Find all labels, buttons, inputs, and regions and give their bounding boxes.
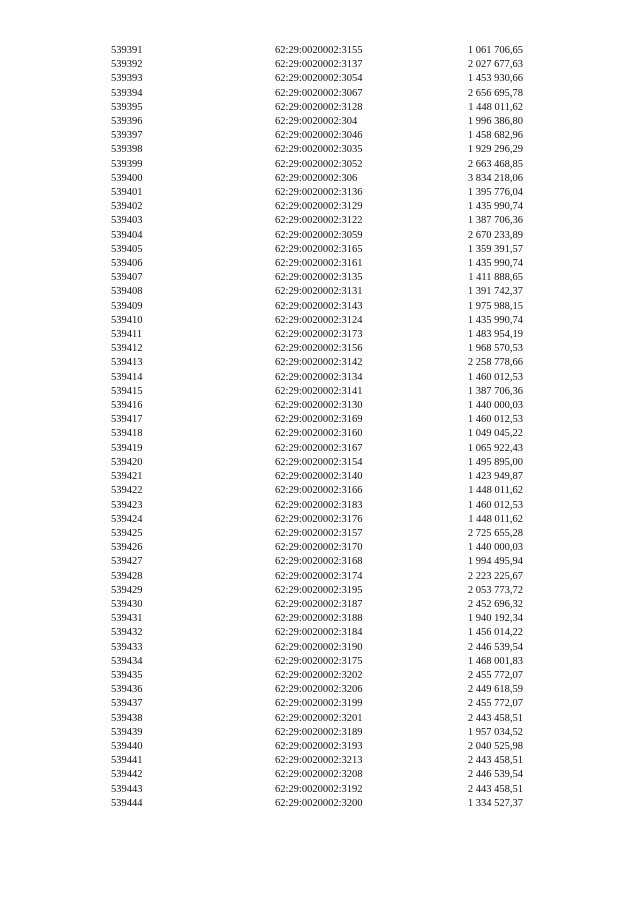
table-row <box>111 470 523 484</box>
cadastral-number: 62:29:0020002:3200 <box>275 797 363 809</box>
row-number: 539435 <box>111 669 143 681</box>
row-number: 539393 <box>111 73 143 85</box>
table-row <box>111 655 523 669</box>
table-row <box>111 399 523 413</box>
table-row <box>111 726 523 740</box>
cadastral-value: 1 049 045,22 <box>467 428 523 440</box>
row-number: 539396 <box>111 116 143 128</box>
cadastral-number: 62:29:0020002:3189 <box>275 726 363 738</box>
row-number: 539440 <box>111 740 143 752</box>
cadastral-value: 1 460 012,53 <box>467 371 523 383</box>
cadastral-number: 62:29:0020002:3054 <box>275 73 363 85</box>
cadastral-value: 2 258 778,66 <box>467 357 523 369</box>
row-number: 539438 <box>111 712 143 724</box>
cadastral-value: 1 975 988,15 <box>467 300 523 312</box>
table-row <box>111 797 523 811</box>
row-number: 539395 <box>111 101 143 113</box>
cadastral-value: 2 455 772,07 <box>467 698 523 710</box>
cadastral-value: 1 929 296,29 <box>467 144 523 156</box>
cadastral-number: 62:29:0020002:3176 <box>275 513 363 525</box>
table-row <box>111 158 523 172</box>
cadastral-number: 62:29:0020002:3052 <box>275 158 363 170</box>
row-number: 539433 <box>111 641 143 653</box>
table-row <box>111 385 523 399</box>
row-number: 539441 <box>111 755 143 767</box>
table-row <box>111 740 523 754</box>
cadastral-number: 62:29:0020002:3128 <box>275 101 363 113</box>
row-number: 539413 <box>111 357 143 369</box>
cadastral-number: 62:29:0020002:3202 <box>275 669 363 681</box>
cadastral-value: 1 440 000,03 <box>467 542 523 554</box>
cadastral-value: 1 483 954,19 <box>467 329 523 341</box>
cadastral-number: 62:29:0020002:304 <box>275 116 358 128</box>
cadastral-number: 62:29:0020002:3136 <box>275 187 363 199</box>
table-row <box>111 143 523 157</box>
table-row <box>111 584 523 598</box>
row-number: 539437 <box>111 698 143 710</box>
row-number: 539421 <box>111 471 143 483</box>
cadastral-value: 2 027 677,63 <box>467 59 523 71</box>
row-number: 539397 <box>111 130 143 142</box>
cadastral-number: 62:29:0020002:3142 <box>275 357 363 369</box>
cadastral-value: 2 452 696,32 <box>467 598 523 610</box>
cadastral-number: 62:29:0020002:3192 <box>275 783 363 795</box>
cadastral-value: 1 423 949,87 <box>467 471 523 483</box>
row-number: 539401 <box>111 187 143 199</box>
row-number: 539432 <box>111 627 143 639</box>
cadastral-number: 62:29:0020002:3067 <box>275 87 363 99</box>
row-number: 539399 <box>111 158 143 170</box>
table-row <box>111 641 523 655</box>
row-number: 539404 <box>111 229 143 241</box>
cadastral-number: 62:29:0020002:3193 <box>275 740 363 752</box>
cadastral-number: 62:29:0020002:3169 <box>275 414 363 426</box>
cadastral-number: 62:29:0020002:3156 <box>275 343 363 355</box>
table-row <box>111 101 523 115</box>
row-number: 539411 <box>111 329 143 341</box>
cadastral-value: 2 656 695,78 <box>467 87 523 99</box>
cadastral-value: 2 670 233,89 <box>467 229 523 241</box>
cadastral-value: 1 391 742,37 <box>467 286 523 298</box>
row-number: 539431 <box>111 613 143 625</box>
cadastral-value: 2 446 539,54 <box>467 641 523 653</box>
row-number: 539425 <box>111 527 143 539</box>
table-row <box>111 513 523 527</box>
table-row <box>111 342 523 356</box>
cadastral-value: 2 040 525,98 <box>467 740 523 752</box>
cadastral-value-table <box>111 44 523 811</box>
cadastral-value: 1 456 014,22 <box>467 627 523 639</box>
row-number: 539400 <box>111 172 143 184</box>
row-number: 539416 <box>111 400 143 412</box>
row-number: 539417 <box>111 414 143 426</box>
cadastral-value: 1 440 000,03 <box>467 400 523 412</box>
table-body <box>111 44 523 811</box>
cadastral-value: 1 460 012,53 <box>467 414 523 426</box>
table-row <box>111 115 523 129</box>
row-number: 539444 <box>111 797 143 809</box>
cadastral-number: 62:29:0020002:3213 <box>275 755 363 767</box>
table-row <box>111 257 523 271</box>
table-row <box>111 172 523 186</box>
cadastral-value: 1 065 922,43 <box>467 442 523 454</box>
cadastral-number: 62:29:0020002:3208 <box>275 769 363 781</box>
cadastral-value: 2 443 458,51 <box>467 755 523 767</box>
cadastral-value: 1 495 895,00 <box>467 456 523 468</box>
row-number: 539408 <box>111 286 143 298</box>
table-row <box>111 427 523 441</box>
table-row <box>111 271 523 285</box>
cadastral-value: 2 725 655,28 <box>467 527 523 539</box>
cadastral-number: 62:29:0020002:3199 <box>275 698 363 710</box>
table-row <box>111 214 523 228</box>
cadastral-value: 1 448 011,62 <box>468 101 523 113</box>
row-number: 539434 <box>111 655 143 667</box>
cadastral-value: 2 446 539,54 <box>467 769 523 781</box>
table-row <box>111 456 523 470</box>
cadastral-value: 1 435 990,74 <box>467 314 523 326</box>
cadastral-number: 62:29:0020002:3131 <box>275 286 363 298</box>
row-number: 539430 <box>111 598 143 610</box>
cadastral-value: 1 460 012,53 <box>467 499 523 511</box>
cadastral-number: 62:29:0020002:3206 <box>275 684 363 696</box>
cadastral-number: 62:29:0020002:3134 <box>275 371 363 383</box>
cadastral-number: 62:29:0020002:3130 <box>275 400 363 412</box>
cadastral-number: 62:29:0020002:3175 <box>275 655 363 667</box>
row-number: 539402 <box>111 201 143 213</box>
cadastral-value: 1 968 570,53 <box>467 343 523 355</box>
table-row <box>111 243 523 257</box>
table-row <box>111 484 523 498</box>
table-row <box>111 356 523 370</box>
cadastral-value: 1 411 888,65 <box>468 272 523 284</box>
row-number: 539426 <box>111 542 143 554</box>
table-row <box>111 229 523 243</box>
row-number: 539415 <box>111 385 143 397</box>
cadastral-value: 1 996 386,80 <box>467 116 523 128</box>
table-row <box>111 200 523 214</box>
table-row <box>111 328 523 342</box>
cadastral-number: 62:29:0020002:3168 <box>275 556 363 568</box>
cadastral-number: 62:29:0020002:3167 <box>275 442 363 454</box>
cadastral-number: 62:29:0020002:3174 <box>275 570 363 582</box>
row-number: 539442 <box>111 769 143 781</box>
table-row <box>111 555 523 569</box>
row-number: 539420 <box>111 456 143 468</box>
cadastral-value: 1 448 011,62 <box>468 485 523 497</box>
cadastral-number: 62:29:0020002:3183 <box>275 499 363 511</box>
table-row <box>111 669 523 683</box>
cadastral-value: 1 061 706,65 <box>467 45 523 56</box>
cadastral-number: 62:29:0020002:3141 <box>275 385 363 397</box>
cadastral-number: 62:29:0020002:3157 <box>275 527 363 539</box>
cadastral-number: 62:29:0020002:3059 <box>275 229 363 241</box>
table-row <box>111 499 523 513</box>
cadastral-number: 62:29:0020002:306 <box>275 172 358 184</box>
cadastral-number: 62:29:0020002:3190 <box>275 641 363 653</box>
cadastral-number: 62:29:0020002:3201 <box>275 712 363 724</box>
cadastral-number: 62:29:0020002:3173 <box>275 329 363 341</box>
cadastral-value: 1 940 192,34 <box>467 613 523 625</box>
cadastral-value: 1 468 001,83 <box>467 655 523 667</box>
table-row <box>111 58 523 72</box>
cadastral-number: 62:29:0020002:3129 <box>275 201 363 213</box>
cadastral-value: 1 957 034,52 <box>467 726 523 738</box>
cadastral-number: 62:29:0020002:3188 <box>275 613 363 625</box>
table-row <box>111 314 523 328</box>
cadastral-value: 1 387 706,36 <box>467 385 523 397</box>
cadastral-value: 1 458 682,96 <box>467 130 523 142</box>
row-number: 539412 <box>111 343 143 355</box>
row-number: 539391 <box>111 45 143 56</box>
table-row <box>111 712 523 726</box>
row-number: 539392 <box>111 59 143 71</box>
cadastral-value: 2 663 468,85 <box>467 158 523 170</box>
cadastral-value: 1 453 930,66 <box>467 73 523 85</box>
cadastral-number: 62:29:0020002:3165 <box>275 243 363 255</box>
cadastral-value: 1 334 527,37 <box>467 797 523 809</box>
table-row <box>111 683 523 697</box>
row-number: 539423 <box>111 499 143 511</box>
cadastral-number: 62:29:0020002:3137 <box>275 59 363 71</box>
cadastral-number: 62:29:0020002:3170 <box>275 542 363 554</box>
cadastral-number: 62:29:0020002:3140 <box>275 471 363 483</box>
table-row <box>111 186 523 200</box>
table-row <box>111 129 523 143</box>
cadastral-number: 62:29:0020002:3161 <box>275 258 363 270</box>
cadastral-value: 2 455 772,07 <box>467 669 523 681</box>
row-number: 539422 <box>111 485 143 497</box>
table-row <box>111 768 523 782</box>
table-row <box>111 413 523 427</box>
cadastral-number: 62:29:0020002:3124 <box>275 314 363 326</box>
row-number: 539418 <box>111 428 143 440</box>
row-number: 539409 <box>111 300 143 312</box>
table-row <box>111 300 523 314</box>
row-number: 539394 <box>111 87 143 99</box>
cadastral-number: 62:29:0020002:3143 <box>275 300 363 312</box>
table-row <box>111 541 523 555</box>
row-number: 539407 <box>111 272 143 284</box>
row-number: 539424 <box>111 513 143 525</box>
row-number: 539414 <box>111 371 143 383</box>
table-row <box>111 570 523 584</box>
cadastral-value: 1 435 990,74 <box>467 201 523 213</box>
row-number: 539419 <box>111 442 143 454</box>
row-number: 539429 <box>111 584 143 596</box>
cadastral-value: 3 834 218,06 <box>467 172 523 184</box>
cadastral-number: 62:29:0020002:3155 <box>275 45 363 56</box>
cadastral-value: 1 359 391,57 <box>467 243 523 255</box>
table-row <box>111 442 523 456</box>
table-row <box>111 44 523 58</box>
row-number: 539439 <box>111 726 143 738</box>
table-row <box>111 371 523 385</box>
row-number: 539443 <box>111 783 143 795</box>
cadastral-number: 62:29:0020002:3154 <box>275 456 363 468</box>
cadastral-number: 62:29:0020002:3184 <box>275 627 363 639</box>
cadastral-number: 62:29:0020002:3166 <box>275 485 363 497</box>
cadastral-value: 2 443 458,51 <box>467 712 523 724</box>
row-number: 539410 <box>111 314 143 326</box>
table-row <box>111 754 523 768</box>
table-row <box>111 598 523 612</box>
cadastral-value: 1 994 495,94 <box>467 556 523 568</box>
row-number: 539436 <box>111 684 143 696</box>
row-number: 539405 <box>111 243 143 255</box>
cadastral-number: 62:29:0020002:3195 <box>275 584 363 596</box>
row-number: 539427 <box>111 556 143 568</box>
cadastral-value: 2 223 225,67 <box>467 570 523 582</box>
row-number: 539428 <box>111 570 143 582</box>
table-row <box>111 626 523 640</box>
row-number: 539398 <box>111 144 143 156</box>
cadastral-value: 2 449 618,59 <box>467 684 523 696</box>
cadastral-value: 1 448 011,62 <box>468 513 523 525</box>
table-row <box>111 697 523 711</box>
table-row <box>111 285 523 299</box>
cadastral-value: 2 053 773,72 <box>467 584 523 596</box>
cadastral-number: 62:29:0020002:3122 <box>275 215 363 227</box>
cadastral-value: 1 387 706,36 <box>467 215 523 227</box>
row-number: 539403 <box>111 215 143 227</box>
cadastral-number: 62:29:0020002:3160 <box>275 428 363 440</box>
table-row <box>111 783 523 797</box>
table-row <box>111 72 523 86</box>
table-row <box>111 527 523 541</box>
cadastral-number: 62:29:0020002:3187 <box>275 598 363 610</box>
table-row <box>111 87 523 101</box>
cadastral-value: 1 395 776,04 <box>467 187 523 199</box>
cadastral-value: 2 443 458,51 <box>467 783 523 795</box>
cadastral-number: 62:29:0020002:3046 <box>275 130 363 142</box>
cadastral-number: 62:29:0020002:3135 <box>275 272 363 284</box>
row-number: 539406 <box>111 258 143 270</box>
table-row <box>111 612 523 626</box>
cadastral-number: 62:29:0020002:3035 <box>275 144 363 156</box>
cadastral-value: 1 435 990,74 <box>467 258 523 270</box>
